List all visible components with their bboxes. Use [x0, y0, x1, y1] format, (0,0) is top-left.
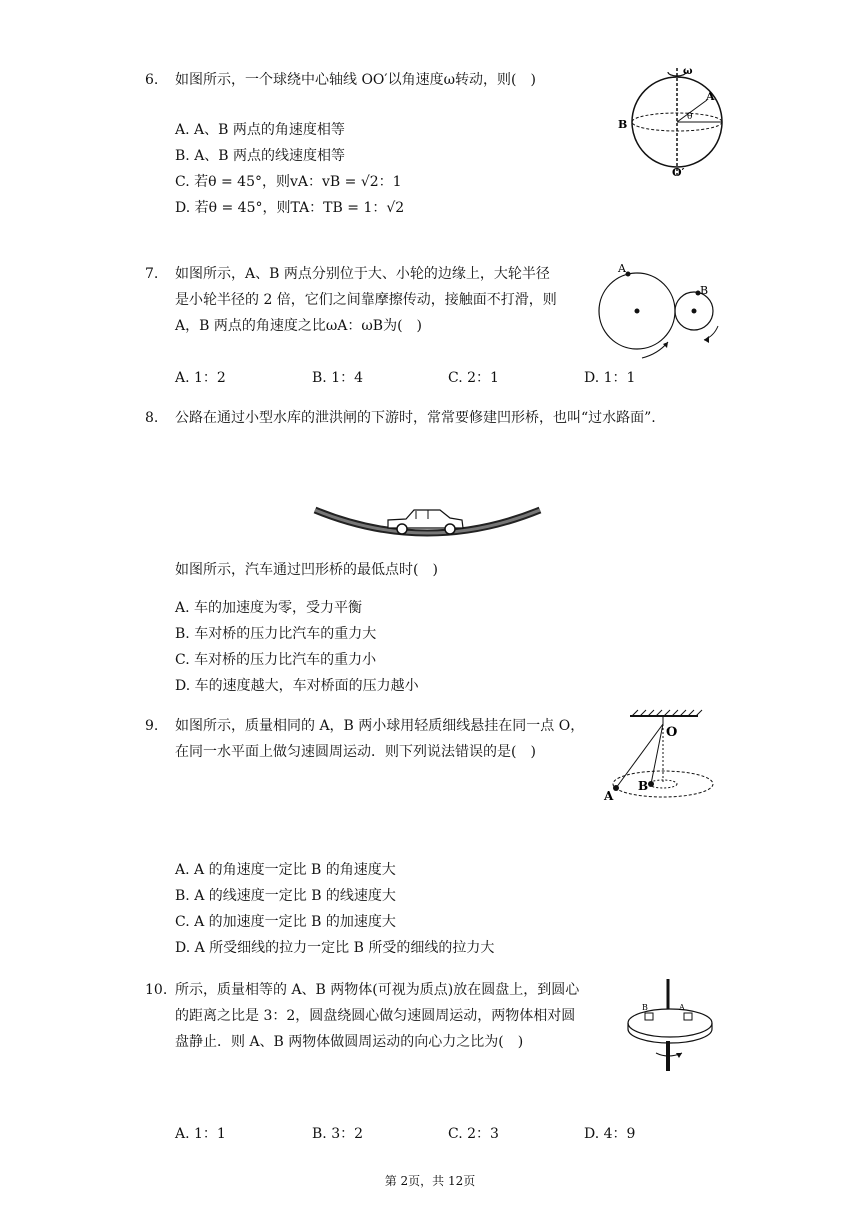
question-10-number: 10.	[145, 982, 168, 998]
ball-b-label: B	[638, 779, 649, 793]
question-6-option-a: A. A、B 两点的角速度相等	[175, 122, 345, 138]
question-6-option-d: D. 若θ = 45°，则TA：TB = 1：√2	[175, 200, 405, 216]
question-9-stem-line-1: 如图所示，质量相同的 A，B 两小球用轻质细线悬挂在同一点 O，	[175, 718, 585, 734]
question-8-option-b: B. 车对桥的压力比汽车的重力大	[175, 626, 377, 642]
question-7-option-c: C. 2：1	[448, 370, 499, 386]
pivot-o-label: O	[666, 725, 678, 740]
question-7-stem-line-3: A，B 两点的角速度之比ωA：ωB为( )	[175, 318, 423, 334]
object-a-label: A	[679, 1003, 685, 1012]
point-a-label: A	[706, 90, 715, 103]
wheel-point-b-label: B	[700, 284, 709, 297]
question-10-option-c: C. 2：3	[448, 1126, 499, 1142]
question-10-option-a: A. 1：1	[175, 1126, 226, 1142]
question-8-number: 8.	[145, 410, 159, 426]
sphere-figure	[610, 60, 730, 180]
question-9-stem-line-2: 在同一水平面上做匀速圆周运动．则下列说法错误的是( )	[175, 744, 536, 760]
question-9-option-a: A. A 的角速度一定比 B 的角速度大	[175, 862, 396, 878]
question-9-option-c: C. A 的加速度一定比 B 的加速度大	[175, 914, 396, 930]
question-7-stem-line-1: 如图所示，A、B 两点分别位于大、小轮的边缘上，大轮半径	[175, 266, 550, 282]
question-10-option-d: D. 4：9	[584, 1126, 636, 1142]
point-o-prime-label: O′	[672, 166, 685, 179]
question-10-option-b: B. 3：2	[312, 1126, 364, 1142]
question-8-option-d: D. 车的速度越大，车对桥面的压力越小	[175, 678, 419, 694]
question-8-stem-2: 如图所示，汽车通过凹形桥的最低点时( )	[175, 562, 438, 578]
question-6-number: 6.	[145, 72, 159, 88]
theta-label: θ	[687, 112, 693, 122]
question-6-stem: 如图所示，一个球绕中心轴线 OO′以角速度ω转动，则( )	[175, 72, 536, 88]
omega-label: ω	[683, 66, 693, 77]
question-7-option-a: A. 1：2	[175, 370, 226, 386]
question-9-option-d: D. A 所受细线的拉力一定比 B 所受的细线的拉力大	[175, 940, 495, 956]
question-7-number: 7.	[145, 266, 159, 282]
question-6-option-b: B. A、B 两点的线速度相等	[175, 148, 346, 164]
wheel-point-a-label: A	[618, 262, 626, 275]
question-9-number: 9.	[145, 718, 159, 734]
question-8-stem: 公路在通过小型水库的泄洪闸的下游时，常常要修建凹形桥，也叫“过水路面”.	[175, 410, 656, 426]
ball-a-label: A	[604, 789, 614, 803]
object-b-label: B	[642, 1003, 648, 1012]
question-10-stem-line-3: 盘静止．则 A、B 两物体做圆周运动的向心力之比为( )	[175, 1034, 524, 1050]
question-7-option-d: D. 1：1	[584, 370, 636, 386]
turntable-figure	[620, 975, 720, 1075]
question-7-option-b: B. 1：4	[312, 370, 364, 386]
question-10-stem-line-1: 所示，质量相等的 A、B 两物体(可视为质点)放在圆盘上，到圆心	[175, 982, 580, 998]
question-7-stem-line-2: 是小轮半径的 2 倍，它们之间靠摩擦传动，接触面不打滑，则	[175, 292, 557, 308]
conical-pendulum-figure	[598, 708, 723, 808]
page-footer: 第 2页，共 12页	[384, 1174, 476, 1188]
question-8-option-a: A. 车的加速度为零，受力平衡	[175, 600, 363, 616]
concave-bridge-figure	[310, 498, 545, 548]
wheels-figure	[590, 258, 725, 363]
question-10-stem-line-2: 的距离之比是 3：2，圆盘绕圆心做匀速圆周运动，两物体相对圆	[175, 1008, 576, 1024]
point-b-label: B	[618, 118, 628, 131]
question-9-option-b: B. A 的线速度一定比 B 的线速度大	[175, 888, 396, 904]
question-6-option-c: C. 若θ = 45°，则vA：vB = √2：1	[175, 174, 402, 190]
question-8-option-c: C. 车对桥的压力比汽车的重力小	[175, 652, 377, 668]
